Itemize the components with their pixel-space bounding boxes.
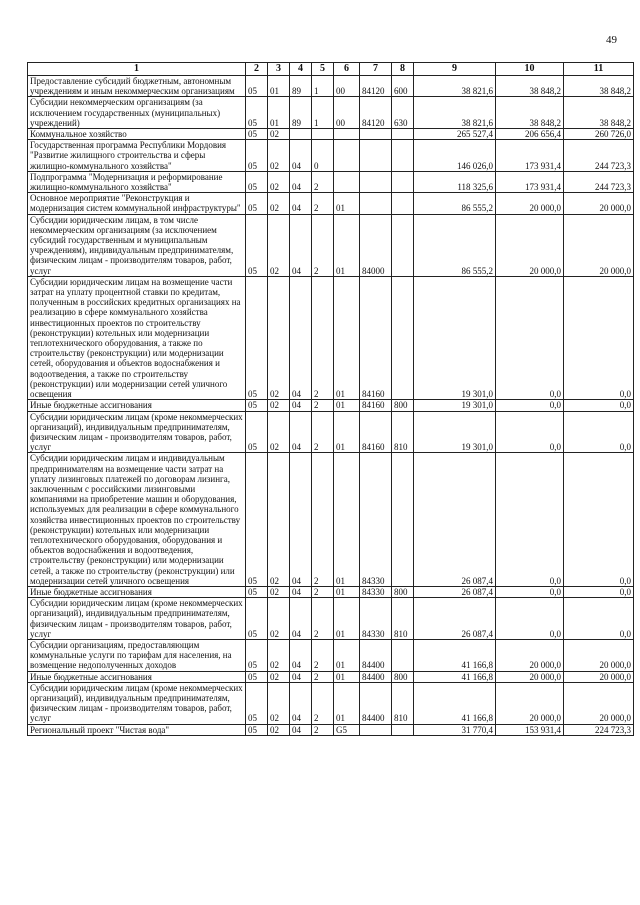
table-body bbox=[28, 76, 634, 736]
amount-year-3: 244 723,3 bbox=[564, 171, 634, 192]
amount-year-3: 20 000,0 bbox=[564, 193, 634, 214]
code-program: 04 bbox=[290, 411, 312, 453]
code-subsection: 02 bbox=[268, 671, 290, 682]
code-direction: 84330 bbox=[360, 598, 392, 640]
amount-year-3: 20 000,0 bbox=[564, 639, 634, 671]
code-program: 04 bbox=[290, 724, 312, 735]
code-program: 89 bbox=[290, 76, 312, 97]
code-measure: 01 bbox=[334, 400, 360, 411]
code-expense-type: 810 bbox=[392, 682, 414, 724]
code-subprogram: 2 bbox=[312, 400, 334, 411]
code-section: 05 bbox=[246, 214, 268, 276]
code-subprogram: 2 bbox=[312, 724, 334, 735]
code-subprogram: 2 bbox=[312, 193, 334, 214]
code-section: 05 bbox=[246, 97, 268, 129]
amount-year-3: 224 723,3 bbox=[564, 724, 634, 735]
code-section: 05 bbox=[246, 193, 268, 214]
code-direction bbox=[360, 140, 392, 172]
table-row bbox=[28, 214, 634, 276]
amount-year-3: 260 726,0 bbox=[564, 129, 634, 140]
code-subsection: 02 bbox=[268, 193, 290, 214]
amount-year-1: 118 325,6 bbox=[414, 171, 496, 192]
code-direction bbox=[360, 193, 392, 214]
code-subprogram: 2 bbox=[312, 453, 334, 587]
amount-year-1: 41 166,8 bbox=[414, 639, 496, 671]
code-expense-type bbox=[392, 129, 414, 140]
amount-year-1: 265 527,4 bbox=[414, 129, 496, 140]
code-expense-type: 810 bbox=[392, 598, 414, 640]
code-subsection: 02 bbox=[268, 682, 290, 724]
code-measure bbox=[334, 129, 360, 140]
code-subsection: 02 bbox=[268, 586, 290, 597]
code-direction: 84120 bbox=[360, 97, 392, 129]
table-row bbox=[28, 586, 634, 597]
amount-year-1: 31 770,4 bbox=[414, 724, 496, 735]
code-subsection: 02 bbox=[268, 129, 290, 140]
code-measure bbox=[334, 171, 360, 192]
row-name: Субсидии юридическим лицам и индивидуальным предпринимателям на возмещение части затрат на уплату лизинговых платежей по договорам лизинга, заключенным с российскими лизинговыми компаниями на приобретение машин и оборудования, используемых для реализации в сфере коммунального хозяйства инвестиционных проектов по строительству (реконструкции) котельных или модернизации теплотехнического оборудования, оборудования и объектов водоснабжения и водоотведения, строительству (реконструкции) или модернизации сетей, а также по строительству (реконструкции) или модернизации сетей уличного освещения bbox=[28, 453, 246, 587]
code-subprogram: 0 bbox=[312, 140, 334, 172]
code-subprogram: 2 bbox=[312, 214, 334, 276]
amount-year-2: 206 656,4 bbox=[496, 129, 564, 140]
column-header: 7 bbox=[360, 63, 392, 76]
code-measure bbox=[334, 140, 360, 172]
table-row bbox=[28, 171, 634, 192]
amount-year-1: 26 087,4 bbox=[414, 453, 496, 587]
code-subprogram: 2 bbox=[312, 411, 334, 453]
amount-year-2: 20 000,0 bbox=[496, 671, 564, 682]
row-name: Предоставление субсидий бюджетным, автономным учреждениям и иным некоммерческим организациям bbox=[28, 76, 246, 97]
amount-year-3: 0,0 bbox=[564, 598, 634, 640]
amount-year-3: 0,0 bbox=[564, 586, 634, 597]
amount-year-1: 86 555,2 bbox=[414, 214, 496, 276]
row-name: Субсидии юридическим лицам на возмещение части затрат на уплату процентной ставки по кредитам, полученным в российских кредитных организациях на реализацию в сфере коммунального хозяйства инвестиционных проектов по строительству (реконструкции) котельных или модернизации теплотехнического оборудования, а также по строительству (реконструкции) или модернизации сетей, оборудования и объектов водоснабжения и водоотведения, а также по строительству (реконструкции) или модернизации сетей уличного освещения bbox=[28, 276, 246, 399]
amount-year-2: 0,0 bbox=[496, 411, 564, 453]
code-section: 05 bbox=[246, 411, 268, 453]
amount-year-2: 20 000,0 bbox=[496, 193, 564, 214]
code-program: 04 bbox=[290, 400, 312, 411]
code-measure: 01 bbox=[334, 682, 360, 724]
code-section: 05 bbox=[246, 586, 268, 597]
amount-year-2: 20 000,0 bbox=[496, 214, 564, 276]
code-section: 05 bbox=[246, 639, 268, 671]
table-row bbox=[28, 671, 634, 682]
code-direction: 84120 bbox=[360, 76, 392, 97]
code-subsection: 01 bbox=[268, 97, 290, 129]
code-direction: 84400 bbox=[360, 682, 392, 724]
code-program: 04 bbox=[290, 671, 312, 682]
code-program: 04 bbox=[290, 598, 312, 640]
code-direction: 84400 bbox=[360, 671, 392, 682]
code-section: 05 bbox=[246, 171, 268, 192]
code-section: 05 bbox=[246, 140, 268, 172]
page-number: 49 bbox=[606, 34, 617, 46]
table-row bbox=[28, 400, 634, 411]
code-subprogram: 2 bbox=[312, 598, 334, 640]
code-expense-type bbox=[392, 639, 414, 671]
amount-year-3: 38 848,2 bbox=[564, 97, 634, 129]
code-expense-type: 800 bbox=[392, 671, 414, 682]
column-header: 10 bbox=[496, 63, 564, 76]
row-name: Подпрограмма "Модернизация и реформирование жилищно-коммунального хозяйства" bbox=[28, 171, 246, 192]
code-subprogram: 2 bbox=[312, 586, 334, 597]
code-expense-type bbox=[392, 453, 414, 587]
row-name: Иные бюджетные ассигнования bbox=[28, 586, 246, 597]
code-expense-type bbox=[392, 140, 414, 172]
code-measure: 01 bbox=[334, 193, 360, 214]
amount-year-1: 86 555,2 bbox=[414, 193, 496, 214]
code-program: 04 bbox=[290, 171, 312, 192]
code-direction: 84400 bbox=[360, 639, 392, 671]
row-name: Иные бюджетные ассигнования bbox=[28, 400, 246, 411]
row-name: Субсидии некоммерческим организациям (за исключением государственных (муниципальных) учреждений) bbox=[28, 97, 246, 129]
code-subprogram: 2 bbox=[312, 639, 334, 671]
code-section: 05 bbox=[246, 724, 268, 735]
code-program: 04 bbox=[290, 193, 312, 214]
code-expense-type bbox=[392, 276, 414, 399]
code-subprogram: 2 bbox=[312, 276, 334, 399]
code-subsection: 02 bbox=[268, 400, 290, 411]
amount-year-3: 0,0 bbox=[564, 400, 634, 411]
code-subprogram: 2 bbox=[312, 171, 334, 192]
header-row bbox=[28, 63, 634, 76]
code-expense-type: 810 bbox=[392, 411, 414, 453]
code-subsection: 02 bbox=[268, 214, 290, 276]
code-subprogram: 1 bbox=[312, 76, 334, 97]
code-direction: 84160 bbox=[360, 276, 392, 399]
code-program: 04 bbox=[290, 586, 312, 597]
row-name: Субсидии юридическим лицам (кроме некоммерческих организаций), индивидуальным предпринимателям, физическим лицам - производителям товаров, работ, услуг bbox=[28, 411, 246, 453]
code-subsection: 02 bbox=[268, 171, 290, 192]
code-section: 05 bbox=[246, 276, 268, 399]
amount-year-1: 19 301,0 bbox=[414, 276, 496, 399]
code-direction bbox=[360, 171, 392, 192]
code-direction: 84330 bbox=[360, 453, 392, 587]
code-measure: G5 bbox=[334, 724, 360, 735]
amount-year-2: 0,0 bbox=[496, 598, 564, 640]
code-measure: 00 bbox=[334, 97, 360, 129]
code-expense-type bbox=[392, 193, 414, 214]
column-header: 5 bbox=[312, 63, 334, 76]
column-header: 6 bbox=[334, 63, 360, 76]
table-row bbox=[28, 724, 634, 735]
code-subsection: 01 bbox=[268, 76, 290, 97]
code-expense-type: 600 bbox=[392, 76, 414, 97]
row-name: Иные бюджетные ассигнования bbox=[28, 671, 246, 682]
table-row bbox=[28, 76, 634, 97]
code-section: 05 bbox=[246, 598, 268, 640]
code-section: 05 bbox=[246, 76, 268, 97]
code-measure: 01 bbox=[334, 214, 360, 276]
amount-year-1: 19 301,0 bbox=[414, 400, 496, 411]
code-subprogram: 1 bbox=[312, 97, 334, 129]
amount-year-1: 38 821,6 bbox=[414, 97, 496, 129]
amount-year-3: 20 000,0 bbox=[564, 671, 634, 682]
code-program: 04 bbox=[290, 453, 312, 587]
amount-year-3: 20 000,0 bbox=[564, 682, 634, 724]
column-header: 1 bbox=[28, 63, 246, 76]
table-row bbox=[28, 276, 634, 399]
code-measure: 01 bbox=[334, 411, 360, 453]
code-program: 04 bbox=[290, 682, 312, 724]
code-section: 05 bbox=[246, 671, 268, 682]
code-direction bbox=[360, 724, 392, 735]
amount-year-1: 38 821,6 bbox=[414, 76, 496, 97]
amount-year-3: 0,0 bbox=[564, 453, 634, 587]
code-expense-type bbox=[392, 724, 414, 735]
code-subsection: 02 bbox=[268, 140, 290, 172]
code-section: 05 bbox=[246, 400, 268, 411]
code-measure: 01 bbox=[334, 639, 360, 671]
table-row bbox=[28, 682, 634, 724]
amount-year-1: 26 087,4 bbox=[414, 586, 496, 597]
code-direction bbox=[360, 129, 392, 140]
code-measure: 00 bbox=[334, 76, 360, 97]
code-program: 04 bbox=[290, 140, 312, 172]
row-name: Субсидии юридическим лицам, в том числе некоммерческим организациям (за исключением субсидий государственным и муниципальным учреждениям), индивидуальным предпринимателям, физическим лицам - производителям товаров, работ, услуг bbox=[28, 214, 246, 276]
code-subsection: 02 bbox=[268, 724, 290, 735]
amount-year-1: 146 026,0 bbox=[414, 140, 496, 172]
row-name: Субсидии организациям, предоставляющим коммунальные услуги по тарифам для населения, на возмещение недополученных доходов bbox=[28, 639, 246, 671]
code-subprogram bbox=[312, 129, 334, 140]
amount-year-2: 0,0 bbox=[496, 400, 564, 411]
code-subsection: 02 bbox=[268, 639, 290, 671]
code-direction: 84160 bbox=[360, 400, 392, 411]
budget-table bbox=[27, 62, 634, 736]
code-expense-type: 800 bbox=[392, 586, 414, 597]
amount-year-3: 0,0 bbox=[564, 276, 634, 399]
amount-year-2: 20 000,0 bbox=[496, 639, 564, 671]
code-section: 05 bbox=[246, 453, 268, 587]
code-expense-type: 800 bbox=[392, 400, 414, 411]
code-direction: 84330 bbox=[360, 586, 392, 597]
amount-year-3: 244 723,3 bbox=[564, 140, 634, 172]
row-name: Коммунальное хозяйство bbox=[28, 129, 246, 140]
code-subsection: 02 bbox=[268, 276, 290, 399]
code-expense-type bbox=[392, 214, 414, 276]
amount-year-1: 19 301,0 bbox=[414, 411, 496, 453]
code-subsection: 02 bbox=[268, 598, 290, 640]
table-row bbox=[28, 97, 634, 129]
row-name: Субсидии юридическим лицам (кроме некоммерческих организаций), индивидуальным предпринимателям, физическим лицам - производителям товаров, работ, услуг bbox=[28, 682, 246, 724]
code-measure: 01 bbox=[334, 586, 360, 597]
row-name: Основное мероприятие "Реконструкция и модернизация систем коммунальной инфраструктуры" bbox=[28, 193, 246, 214]
code-measure: 01 bbox=[334, 453, 360, 587]
amount-year-2: 0,0 bbox=[496, 276, 564, 399]
table-row bbox=[28, 193, 634, 214]
amount-year-2: 38 848,2 bbox=[496, 97, 564, 129]
amount-year-2: 0,0 bbox=[496, 586, 564, 597]
amount-year-3: 38 848,2 bbox=[564, 76, 634, 97]
code-direction: 84000 bbox=[360, 214, 392, 276]
table-row bbox=[28, 639, 634, 671]
table-row bbox=[28, 411, 634, 453]
code-measure: 01 bbox=[334, 598, 360, 640]
amount-year-2: 173 931,4 bbox=[496, 171, 564, 192]
table-row bbox=[28, 140, 634, 172]
amount-year-3: 0,0 bbox=[564, 411, 634, 453]
column-header: 2 bbox=[246, 63, 268, 76]
column-header: 4 bbox=[290, 63, 312, 76]
code-program: 89 bbox=[290, 97, 312, 129]
amount-year-1: 41 166,8 bbox=[414, 671, 496, 682]
amount-year-2: 0,0 bbox=[496, 453, 564, 587]
column-header: 8 bbox=[392, 63, 414, 76]
code-measure: 01 bbox=[334, 276, 360, 399]
code-subprogram: 2 bbox=[312, 671, 334, 682]
row-name: Субсидии юридическим лицам (кроме некоммерческих организаций), индивидуальным предпринимателям, физическим лицам - производителям товаров, работ, услуг bbox=[28, 598, 246, 640]
amount-year-2: 173 931,4 bbox=[496, 140, 564, 172]
code-expense-type bbox=[392, 171, 414, 192]
amount-year-2: 153 931,4 bbox=[496, 724, 564, 735]
code-program: 04 bbox=[290, 276, 312, 399]
table-row bbox=[28, 453, 634, 587]
code-program: 04 bbox=[290, 214, 312, 276]
amount-year-1: 41 166,8 bbox=[414, 682, 496, 724]
row-name: Региональный проект "Чистая вода" bbox=[28, 724, 246, 735]
code-program bbox=[290, 129, 312, 140]
row-name: Государственная программа Республики Мордовия "Развитие жилищного строительства и сферы жилищно-коммунального хозяйства" bbox=[28, 140, 246, 172]
column-header: 3 bbox=[268, 63, 290, 76]
code-expense-type: 630 bbox=[392, 97, 414, 129]
code-direction: 84160 bbox=[360, 411, 392, 453]
code-subprogram: 2 bbox=[312, 682, 334, 724]
column-header: 11 bbox=[564, 63, 634, 76]
code-measure: 01 bbox=[334, 671, 360, 682]
code-program: 04 bbox=[290, 639, 312, 671]
code-subsection: 02 bbox=[268, 411, 290, 453]
amount-year-3: 20 000,0 bbox=[564, 214, 634, 276]
column-header: 9 bbox=[414, 63, 496, 76]
code-subsection: 02 bbox=[268, 453, 290, 587]
code-section: 05 bbox=[246, 682, 268, 724]
amount-year-2: 38 848,2 bbox=[496, 76, 564, 97]
amount-year-2: 20 000,0 bbox=[496, 682, 564, 724]
code-section: 05 bbox=[246, 129, 268, 140]
table-row bbox=[28, 129, 634, 140]
amount-year-1: 26 087,4 bbox=[414, 598, 496, 640]
table-row bbox=[28, 598, 634, 640]
